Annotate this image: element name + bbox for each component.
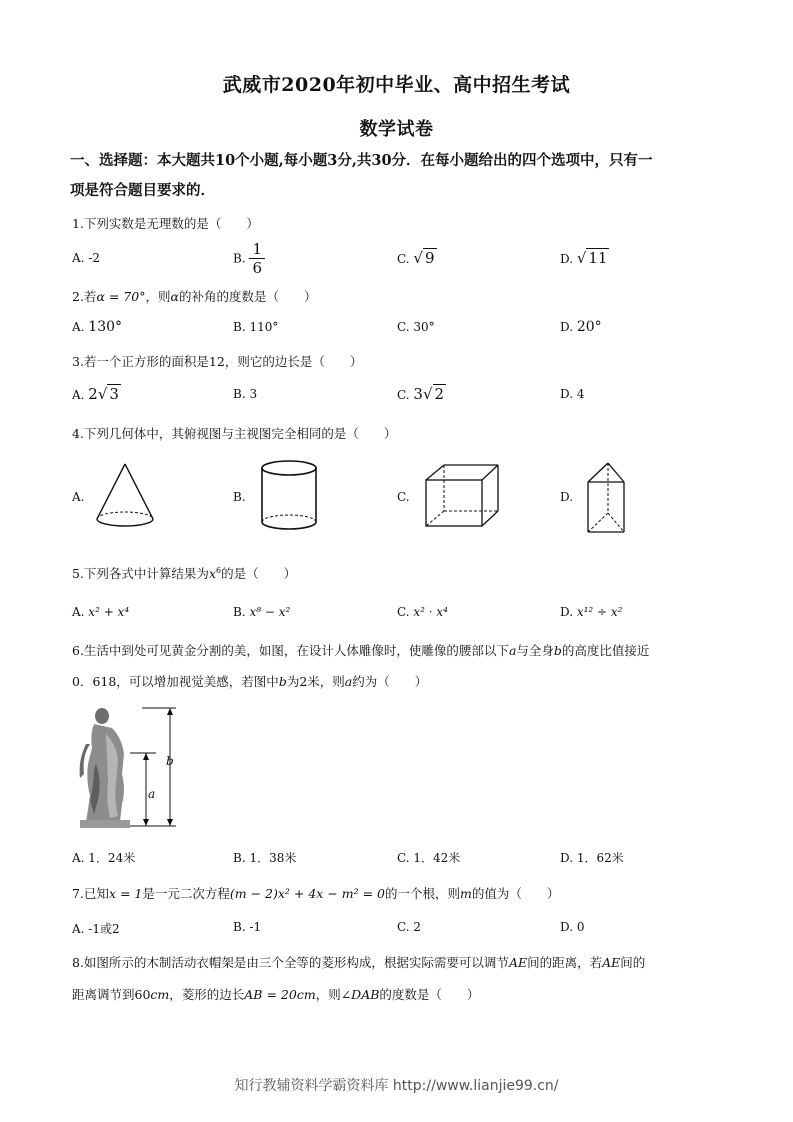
section-heading: [70, 146, 730, 206]
q7-d-value: 0: [576, 920, 585, 934]
q6-b-label: B.: [233, 851, 250, 865]
q6-line1-a: a: [508, 643, 517, 658]
q1-c-sqrt: √ 9: [413, 249, 435, 267]
q1-d-radicand: 11: [588, 249, 608, 267]
q7-b-value: -1: [249, 920, 262, 934]
section-heading-line2: 项是符合题目要求的．: [70, 182, 215, 199]
exam-subtitle: 数学试卷: [359, 119, 434, 140]
q2-option-b: [233, 320, 278, 334]
q1-d-label: D.: [560, 252, 577, 266]
q5-stem-pre: 5.下列各式中计算结果为: [72, 566, 209, 581]
q2-stem-mid: ，则: [145, 289, 171, 304]
q5-stem: [72, 564, 296, 582]
q7-option-c: [397, 920, 421, 934]
q3-b-value: 3: [249, 387, 258, 401]
q6-option-c: [397, 849, 460, 866]
q1-a-label: A.: [72, 251, 89, 265]
q2-option-d: [560, 319, 602, 335]
q8-line1-pre: 8.如图所示的木制活动衣帽架是由三个全等的菱形构成，根据实际需要可以调节: [72, 955, 509, 970]
q3-c-sqrt: √ 2: [422, 385, 445, 403]
q4-a-label: A.: [72, 490, 85, 504]
q2-stem-post: 的补角的度数是（ ）: [178, 289, 317, 304]
q5-c-value: x² · x⁴: [413, 605, 448, 619]
q8-line1-ae: AE: [508, 955, 528, 970]
q7-stem-post: 的值为（ ）: [471, 886, 560, 901]
q5-option-d: [560, 605, 622, 619]
q6-a-value: 1．24米: [88, 851, 136, 865]
q5-option-c: [397, 605, 448, 619]
q8-line2-mid: ，菱形的边长: [169, 987, 245, 1002]
q1-a-value: -2: [88, 251, 100, 265]
q4-stem: 4.下列几何体中，其俯视图与主视图完全相同的是（ ）: [72, 426, 397, 441]
q3-b-label: B.: [233, 387, 250, 401]
q8-line1: [72, 953, 645, 971]
statue-label-a: a: [148, 787, 156, 801]
q5-c-label: C.: [397, 605, 414, 619]
q3-option-a: [72, 385, 121, 403]
q3-a-coef: 2: [88, 385, 98, 403]
q6-option-d: [560, 849, 624, 866]
q1-option-d: [560, 249, 609, 267]
q3-a-label: A.: [72, 388, 89, 402]
q7-stem-eq2: (m − 2)x² + 4x − m² = 0: [229, 886, 386, 901]
q3-option-c: [397, 385, 446, 403]
q7-option-d: [560, 920, 584, 934]
cone-figure: [92, 461, 158, 531]
q3-c-label: C.: [397, 388, 414, 402]
q6-line2-a: a: [344, 674, 353, 689]
q7-stem-m: m: [460, 886, 472, 901]
q2-a-value: 130°: [88, 319, 123, 335]
q7-stem-mid2: 的一个根，则: [385, 886, 461, 901]
q2-d-value: 20°: [576, 319, 602, 335]
q2-option-c: [397, 320, 435, 334]
cube-figure: [422, 462, 502, 530]
q6-a-label: A.: [72, 851, 89, 865]
q8-line2-mid2: ，则: [315, 987, 341, 1002]
q3-c-radicand: 2: [434, 385, 445, 403]
q3-option-d: [560, 387, 584, 401]
q8-line1-post: 间的: [620, 955, 646, 970]
q2-stem: [72, 287, 316, 305]
q1-c-label: C.: [397, 252, 414, 266]
q5-stem-post: 的是（ ）: [221, 566, 297, 581]
q1-option-c: [397, 249, 437, 267]
q7-stem-eq1: x = 1: [108, 886, 143, 901]
q1-d-sqrt: √ 11: [576, 249, 608, 267]
q8-line2-post: 的度数是（ ）: [379, 987, 480, 1002]
q2-option-a: [72, 319, 122, 335]
q1-b-denominator: 6: [252, 259, 262, 277]
q1-b-label: B.: [233, 251, 250, 266]
q1-b-numerator: 1: [249, 240, 265, 259]
q6-line1-pre: 6.生活中到处可见黄金分割的美，如图，在设计人体雕像时，使雕像的腰部以下: [72, 643, 509, 658]
q4-b-label: B.: [233, 490, 246, 504]
q3-stem: 3.若一个正方形的面积是12，则它的边长是（ ）: [72, 354, 363, 369]
q2-stem-alpha: α: [170, 289, 179, 304]
q1-c-radicand: 9: [424, 249, 435, 267]
q6-line2-b: b: [278, 674, 287, 689]
q2-d-label: D.: [560, 320, 577, 334]
exam-title: 武威市2020年初中毕业、高中招生考试: [222, 74, 571, 96]
q6-line1-post: 的高度比值接近: [561, 643, 650, 658]
cylinder-figure: [256, 458, 322, 534]
q4-c-label: C.: [397, 490, 410, 504]
q7-stem-mid: 是一元二次方程: [142, 886, 230, 901]
q2-stem-math: α = 70°: [96, 289, 146, 304]
q2-c-label: C.: [397, 320, 414, 334]
q2-b-value: 110°: [249, 320, 279, 334]
q8-line2-pre: 距离调节到60: [72, 987, 151, 1002]
q6-c-label: C.: [397, 851, 414, 865]
footer-watermark: 知行教辅资料学霸资料库 http://www.lianjie99.cn/: [234, 1078, 559, 1094]
q6-line1-b: b: [553, 643, 562, 658]
q1-stem: 1.下列实数是无理数的是（ ）: [72, 216, 259, 231]
q1-option-b: [233, 240, 265, 277]
q1-b-fraction: [249, 240, 265, 277]
q6-d-label: D.: [560, 851, 577, 865]
q6-d-value: 1．62米: [576, 851, 624, 865]
q6-option-b: [233, 849, 296, 866]
q5-stem-exponent: 6: [216, 565, 222, 575]
q1-option-a: [72, 251, 100, 265]
q3-a-radicand: 3: [109, 385, 119, 403]
q5-b-label: B.: [233, 605, 250, 619]
q3-c-coef: 3: [413, 385, 423, 403]
q8-line2-cm: cm: [150, 987, 170, 1002]
q8-line2: [72, 985, 479, 1003]
q3-a-sqrt: √ 3: [97, 385, 119, 403]
q5-a-label: A.: [72, 605, 89, 619]
q7-option-b: [233, 920, 261, 934]
q5-d-label: D.: [560, 605, 577, 619]
q3-option-b: [233, 387, 257, 401]
q4-d-label: D.: [560, 490, 574, 504]
q3-d-value: 4: [576, 387, 585, 401]
q6-line2-pre: 0．618，可以增加视觉美感，若图中: [72, 674, 279, 689]
statue-label-b: b: [166, 754, 174, 768]
q7-a-label: A.: [72, 922, 89, 936]
q7-c-value: 2: [413, 920, 422, 934]
q5-a-value: x² + x⁴: [88, 605, 130, 619]
q3-d-label: D.: [560, 387, 577, 401]
q6-line1-mid: 与全身: [516, 643, 554, 658]
q7-option-a: [72, 920, 120, 937]
q2-stem-pre: 2.若: [72, 289, 97, 304]
q7-d-label: D.: [560, 920, 577, 934]
q5-option-a: [72, 605, 129, 619]
q7-stem-pre: 7.已知: [72, 886, 109, 901]
q2-c-value: 30°: [413, 320, 435, 334]
q7-a-value: -1或2: [88, 922, 120, 936]
q8-line2-angle: ∠DAB: [340, 987, 380, 1002]
q2-a-label: A.: [72, 320, 89, 334]
q2-b-label: B.: [233, 320, 250, 334]
triangular-prism-figure: [584, 460, 644, 536]
q6-line2-mid: 为2米，则: [286, 674, 345, 689]
q6-c-value: 1．42米: [413, 851, 461, 865]
q7-c-label: C.: [397, 920, 414, 934]
q5-option-b: [233, 605, 290, 619]
q6-line2-post: 约为（ ）: [352, 674, 428, 689]
q7-stem: [72, 884, 559, 902]
q5-stem-x: x: [208, 566, 216, 581]
q6-option-a: [72, 849, 135, 866]
q6-b-value: 1．38米: [249, 851, 297, 865]
q8-line1-mid: 间的距离，若: [527, 955, 603, 970]
q5-d-value: x¹² ÷ x²: [576, 605, 623, 619]
q6-line1: [72, 641, 649, 659]
q8-line1-ae2: AE: [602, 955, 621, 970]
q8-line2-ab: AB = 20cm: [244, 987, 316, 1002]
q6-line2: [72, 672, 427, 690]
q7-b-label: B.: [233, 920, 250, 934]
section-heading-line1: 一、选择题：本大题共10个小题,每小题3分,共30分．在每小题给出的四个选项中，只有一: [70, 152, 653, 169]
q5-b-value: x⁸ − x²: [249, 605, 291, 619]
